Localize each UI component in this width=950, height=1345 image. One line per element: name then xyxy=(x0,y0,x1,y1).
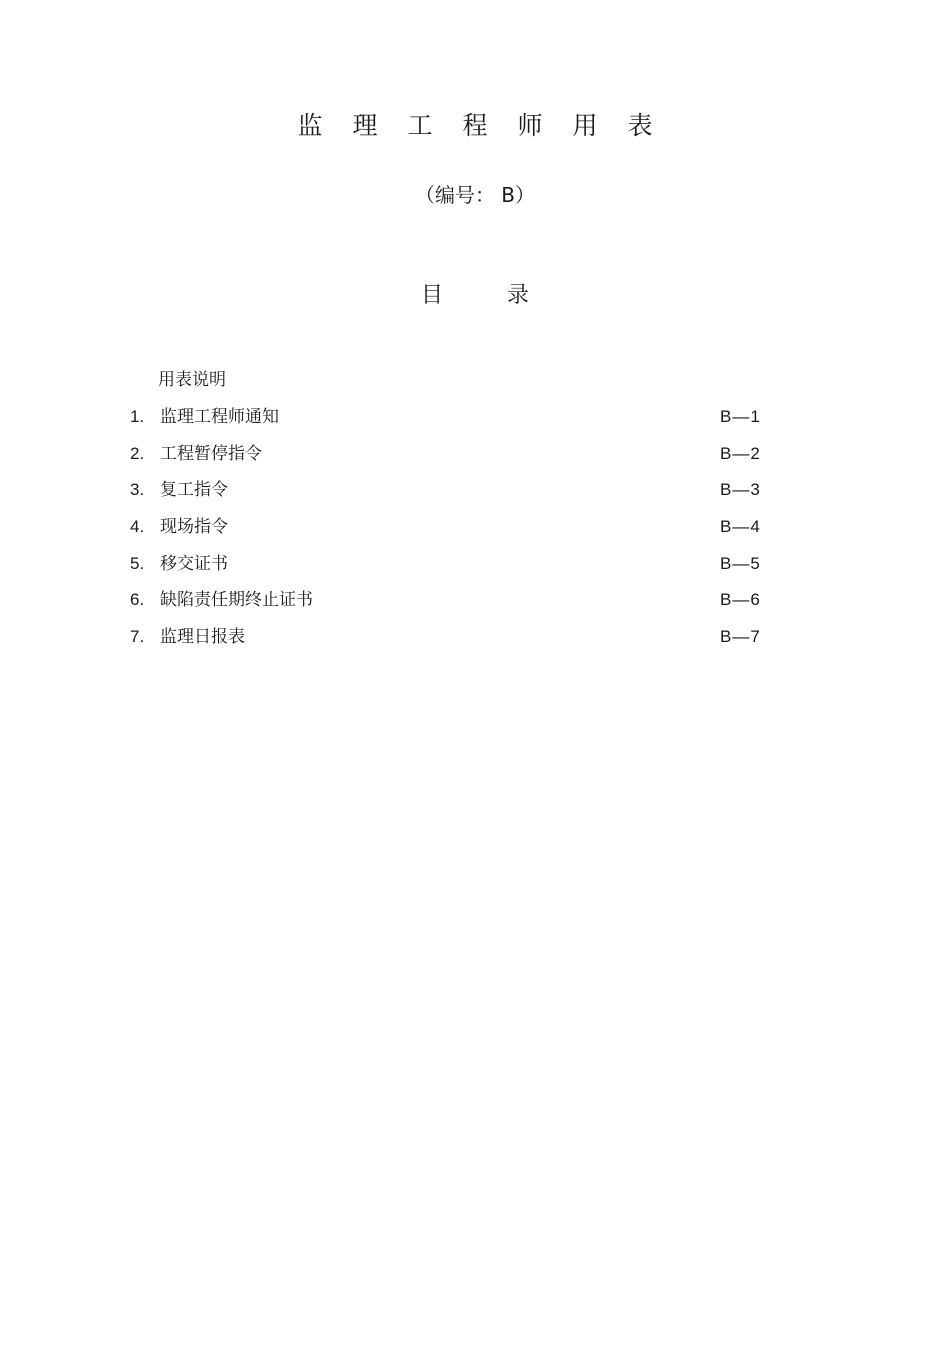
toc-item xyxy=(130,441,770,478)
toc-item-label: 工程暂停指令 xyxy=(160,443,262,464)
toc-heading: 目录 xyxy=(420,283,593,308)
toc-item-code: B—4 xyxy=(720,517,761,537)
toc-item-number: 5. xyxy=(130,553,145,573)
toc-list xyxy=(130,404,770,661)
toc-item-code: B—5 xyxy=(720,553,761,573)
toc-item-number: 4. xyxy=(130,517,145,537)
toc-item-code: B—7 xyxy=(720,627,761,647)
toc-item-code: B—1 xyxy=(720,407,761,426)
toc-item-label: 缺陷责任期终止证书 xyxy=(160,590,313,611)
toc-item xyxy=(130,477,770,514)
page-title: 监理工程师用表 xyxy=(297,111,683,140)
toc-item xyxy=(130,514,770,551)
toc-item-number: 3. xyxy=(130,480,145,500)
form-code-line: （编号： B） xyxy=(414,183,536,207)
toc-item-label: 监理日报表 xyxy=(160,627,245,648)
toc-item-label: 移交证书 xyxy=(160,553,228,574)
toc-item-code: B—2 xyxy=(720,443,761,463)
toc-item-number: 6. xyxy=(130,590,145,610)
toc-item-label: 监理工程师通知 xyxy=(160,407,279,427)
toc-item-number: 2. xyxy=(130,443,145,463)
toc-intro: 用表说明 xyxy=(158,370,226,390)
toc-item xyxy=(130,551,770,588)
toc-item-label: 现场指令 xyxy=(160,517,228,538)
toc-item-number: 7. xyxy=(130,627,145,647)
toc-item xyxy=(130,587,770,624)
toc-item-number: 1. xyxy=(130,407,145,426)
toc-item-code: B—6 xyxy=(720,590,761,610)
toc-item-label: 复工指令 xyxy=(160,480,228,501)
toc-item-code: B—3 xyxy=(720,480,761,500)
toc-item xyxy=(130,624,770,661)
toc-item xyxy=(130,404,770,441)
